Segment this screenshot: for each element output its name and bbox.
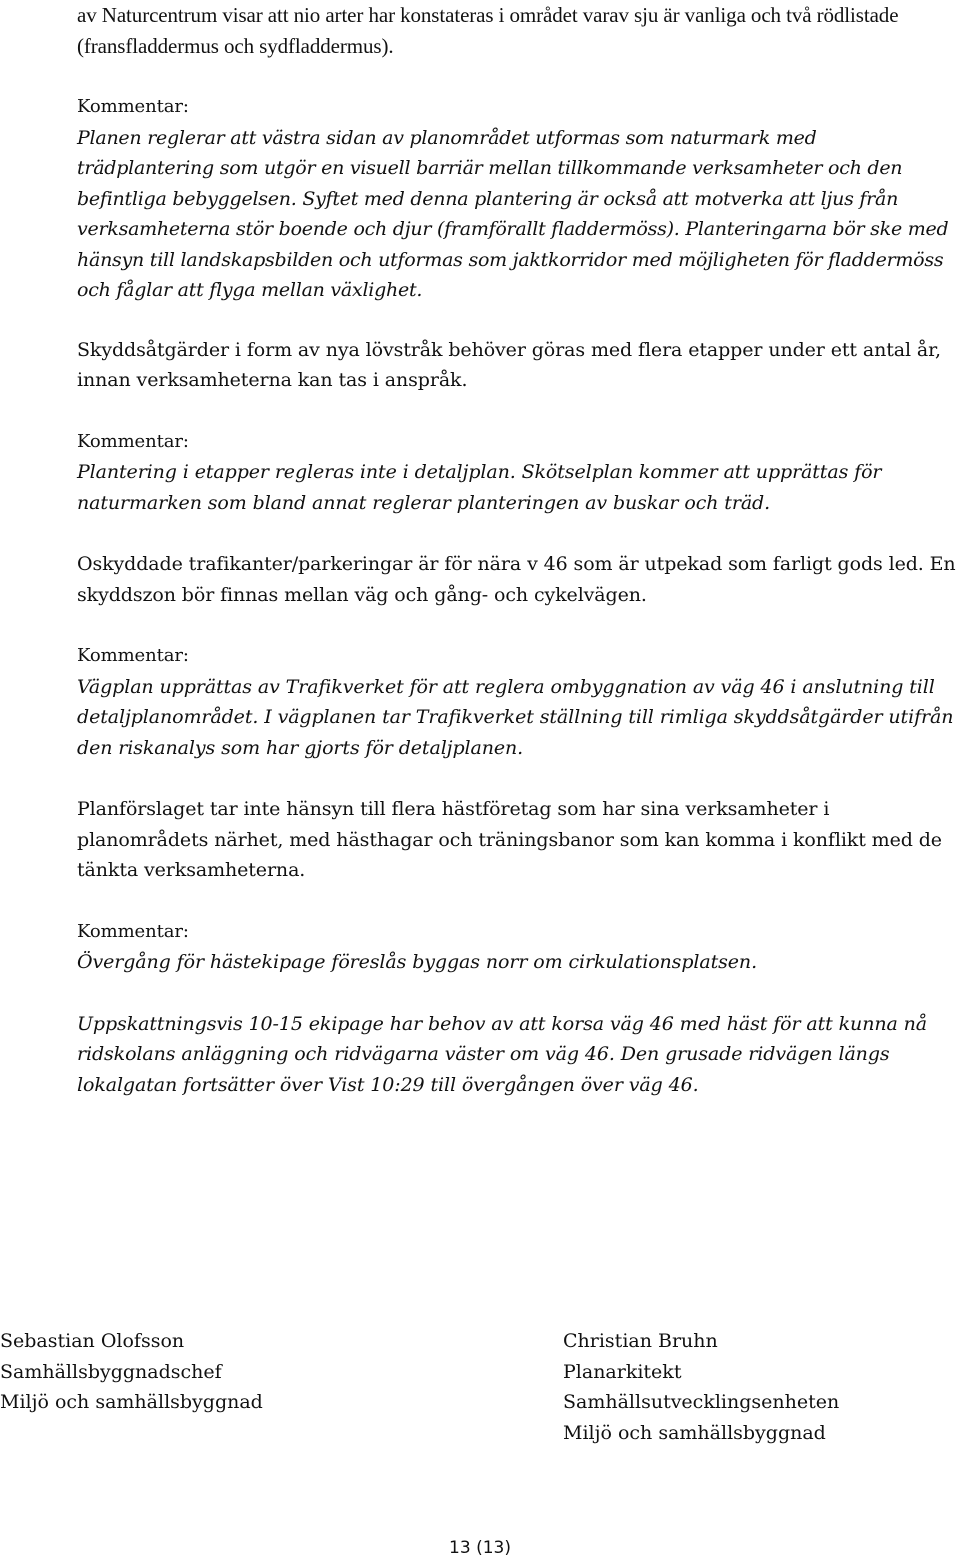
signature-block-left: [0, 1326, 263, 1418]
signatory-department: Miljö och samhällsbyggnad: [0, 1391, 263, 1413]
comment-label-3: Kommentar:: [77, 645, 189, 666]
page-footer: [0, 1538, 960, 1558]
comment-text-4: Övergång för hästekipage föreslås byggas norr om cirkulationsplatsen.: [77, 951, 758, 973]
signature-block-right: [563, 1326, 839, 1448]
signatory-unit: Samhällsutvecklingsenheten: [563, 1391, 840, 1413]
signatory-title: Planarkitekt: [563, 1360, 682, 1383]
signatory-name: Sebastian Olofsson: [0, 1330, 185, 1352]
document-body: [77, 0, 957, 1100]
paragraph-oskyddade-trafikanter: Oskyddade trafikanter/parkeringar är för nära v 46 som är utpekad som farligt gods led. En skyddszon bör finnas mellan väg och gång- och cykelvägen.: [77, 553, 956, 606]
signatory-name: Christian Bruhn: [563, 1330, 718, 1352]
page-number: 13 (13): [449, 1538, 511, 1558]
signatory-title: Samhällsbyggnadschef: [0, 1360, 222, 1383]
comment-text-4b: Uppskattningsvis 10-15 ekipage har behov av att korsa väg 46 med häst för att kunna nå ridskolans anläggning och ridvägarna väster om väg 46. Den grusade ridvägen längs lokalgatan fortsätter över Vist 10:29 till övergången över väg 46.: [77, 1012, 928, 1096]
paragraph-skyddsatgarder: Skyddsåtgärder i form av nya lövstråk behöver göras med flera etapper under ett antal år, innan verksamheterna kan tas i anspråk.: [77, 338, 941, 391]
signatory-department: Miljö och samhällsbyggnad: [563, 1421, 826, 1444]
comment-label-1: Kommentar:: [77, 96, 189, 117]
comment-text-2: Plantering i etapper regleras inte i detaljplan. Skötselplan kommer att upprättas för naturmarken som bland annat reglerar planteringen av buskar och träd.: [77, 461, 882, 514]
paragraph-hastforetag: Planförslaget tar inte hänsyn till flera hästföretag som har sina verksamheter i planområdets närhet, med hästhagar och träningsbanor som kan komma i konflikt med de tänkta verksamheterna.: [77, 798, 942, 881]
paragraph-naturcentrum: av Naturcentrum visar att nio arter har konstateras i området varav sju är vanliga och två rödlistade (fransfladdermus och sydfladdermus).: [77, 3, 899, 58]
comment-label-2: Kommentar:: [77, 430, 189, 452]
comment-label-4: Kommentar:: [77, 920, 189, 942]
comment-text-3: Vägplan upprättas av Trafikverket för att reglera ombyggnation av väg 46 i anslutning till detaljplanområdet. I vägplanen tar Trafikverket ställning till rimliga skyddsåtgärder utifrån den riskanalys som har gjorts för detaljplanen.: [77, 675, 954, 759]
comment-text-1: Planen reglerar att västra sidan av planområdet utformas som naturmark med trädplantering som utgör en visuell barriär mellan tillkommande verksamheter och den befintliga bebyggelsen. Syftet med denna plantering är också att motverka att ljus från verksamheterna stör boende och djur (framförallt fladdermöss). Planteringarna bör ske med hänsyn till landskapsbilden och utformas som jaktkorridor med möjligheten för fladdermöss och fåglar att flyga mellan växlighet.: [77, 126, 949, 301]
